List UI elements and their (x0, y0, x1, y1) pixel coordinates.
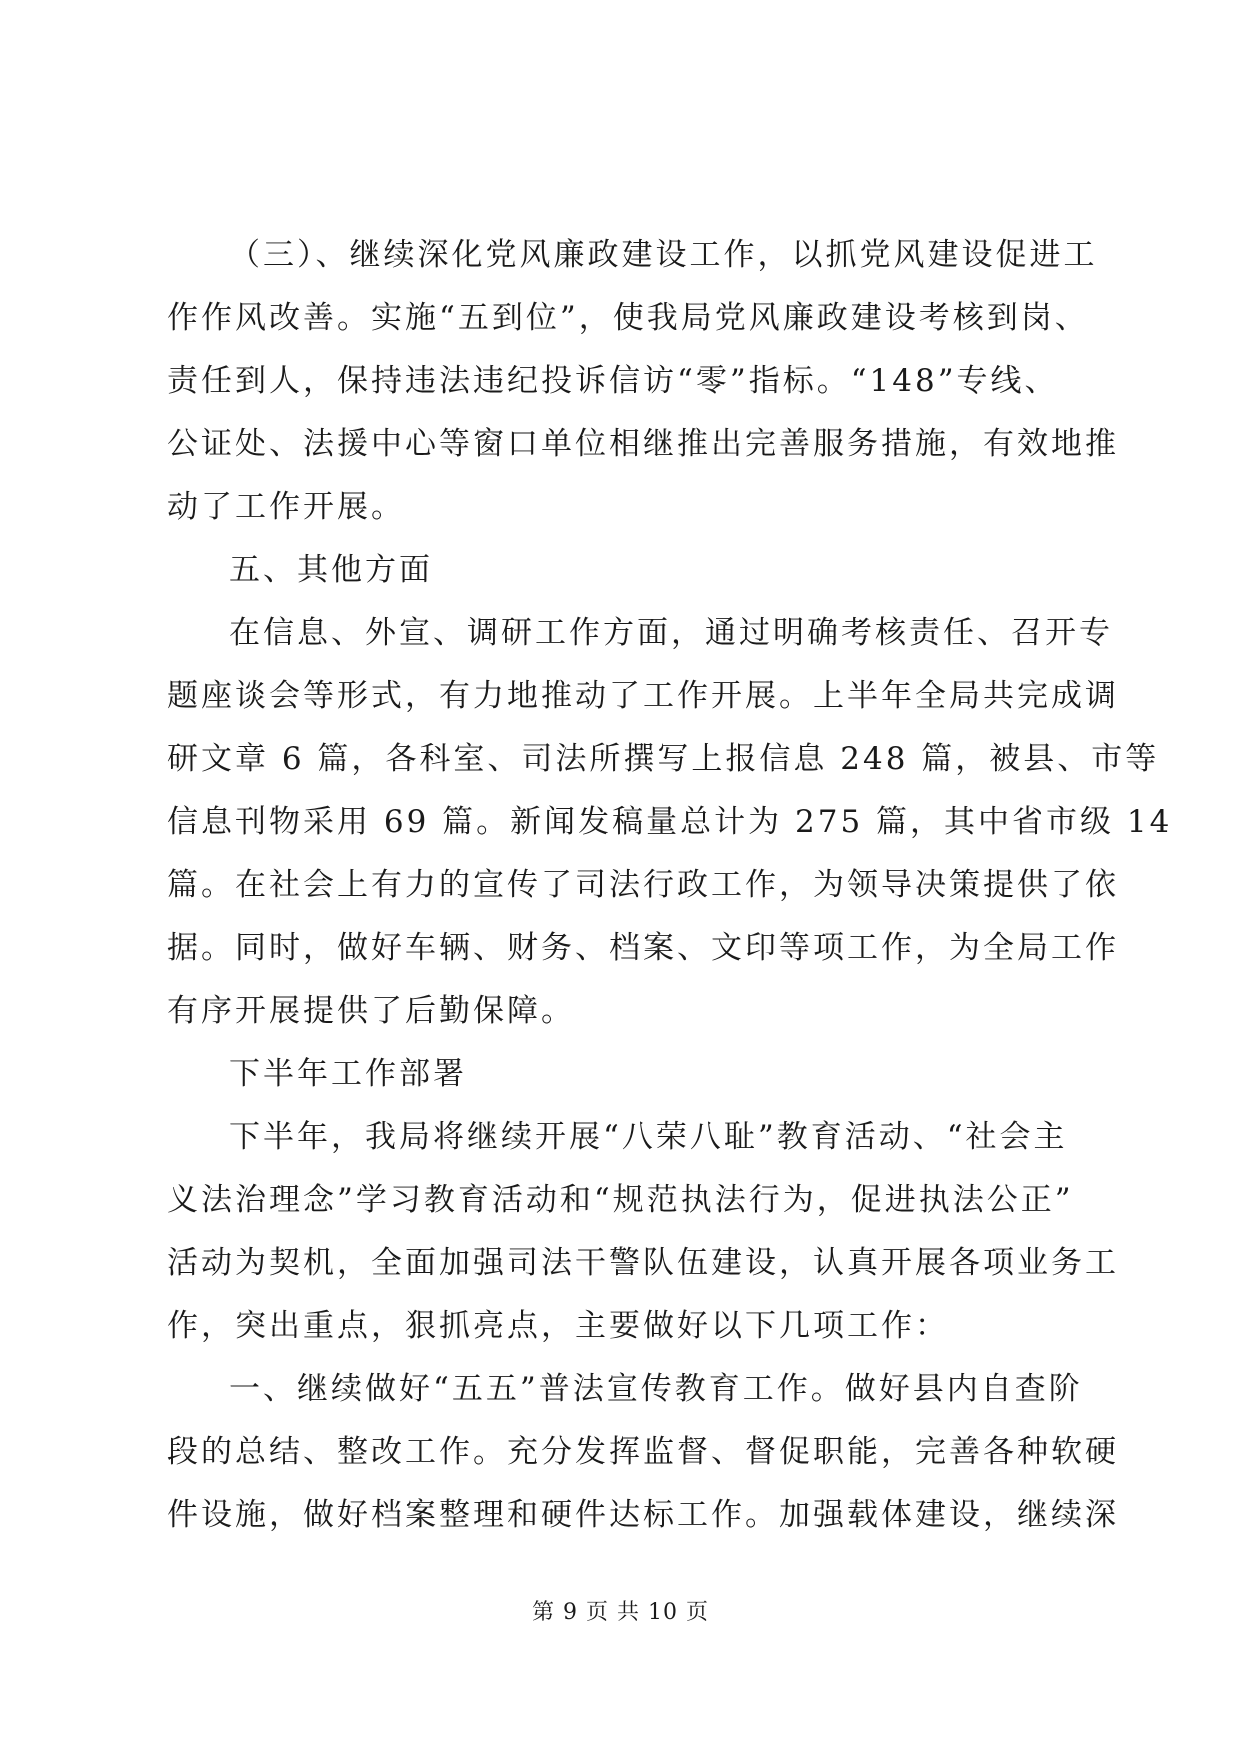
page-number-footer: 第 9 页 共 10 页 (532, 1600, 709, 1625)
text-line: 件设施，做好档案整理和硬件达标工作。加强载体建设，继续深 (167, 1497, 1119, 1533)
text-line: 在信息、外宣、调研工作方面，通过明确考核责任、召开专 (229, 615, 1113, 651)
paragraph-information-publicity (167, 602, 1173, 1043)
text-line: 据。同时，做好车辆、财务、档案、文印等项工作，为全局工作 (167, 930, 1119, 966)
text-line: 动了工作开展。 (167, 489, 405, 525)
text-line: 下半年工作部署 (229, 1056, 467, 1092)
text-line: 作作风改善。实施“五到位”，使我局党风廉政建设考核到岗、 (167, 300, 1089, 336)
text-line: 研文章 6 篇，各科室、司法所撰写上报信息 248 篇，被县、市等 (167, 741, 1160, 777)
text-line: 下半年，我局将继续开展“八荣八耻”教育活动、“社会主 (229, 1119, 1068, 1155)
text-line: 公证处、法援中心等窗口单位相继推出完善服务措施，有效地推 (167, 426, 1119, 462)
paragraph-law-education (167, 1358, 1119, 1547)
heading-second-half-plan (167, 1043, 1077, 1106)
text-line: 责任到人，保持违法违纪投诉信访“零”指标。“148”专线、 (167, 363, 1059, 399)
heading-other-aspects (167, 539, 1077, 602)
text-line: 信息刊物采用 69 篇。新闻发稿量总计为 275 篇，其中省市级 14 (167, 804, 1173, 840)
paragraph-party-conduct (167, 224, 1119, 539)
paragraph-second-half-intro (167, 1106, 1119, 1358)
text-line: 一、继续做好“五五”普法宣传教育工作。做好县内自查阶 (229, 1371, 1083, 1407)
text-line: 五、其他方面 (229, 552, 433, 588)
text-line: 义法治理念”学习教育活动和“规范执法行为，促进执法公正” (167, 1182, 1074, 1218)
text-line: 活动为契机，全面加强司法干警队伍建设，认真开展各项业务工 (167, 1245, 1119, 1281)
text-line: 题座谈会等形式，有力地推动了工作开展。上半年全局共完成调 (167, 678, 1119, 714)
document-body (167, 224, 1173, 1547)
text-line: 有序开展提供了后勤保障。 (167, 993, 575, 1029)
text-line: 段的总结、整改工作。充分发挥监督、督促职能，完善各种软硬 (167, 1434, 1119, 1470)
text-line: 作，突出重点，狠抓亮点，主要做好以下几项工作： (167, 1308, 949, 1344)
text-line: （三）、继续深化党风廉政建设工作，以抓党风建设促进工 (229, 237, 1098, 273)
text-line: 篇。在社会上有力的宣传了司法行政工作，为领导决策提供了依 (167, 867, 1119, 903)
